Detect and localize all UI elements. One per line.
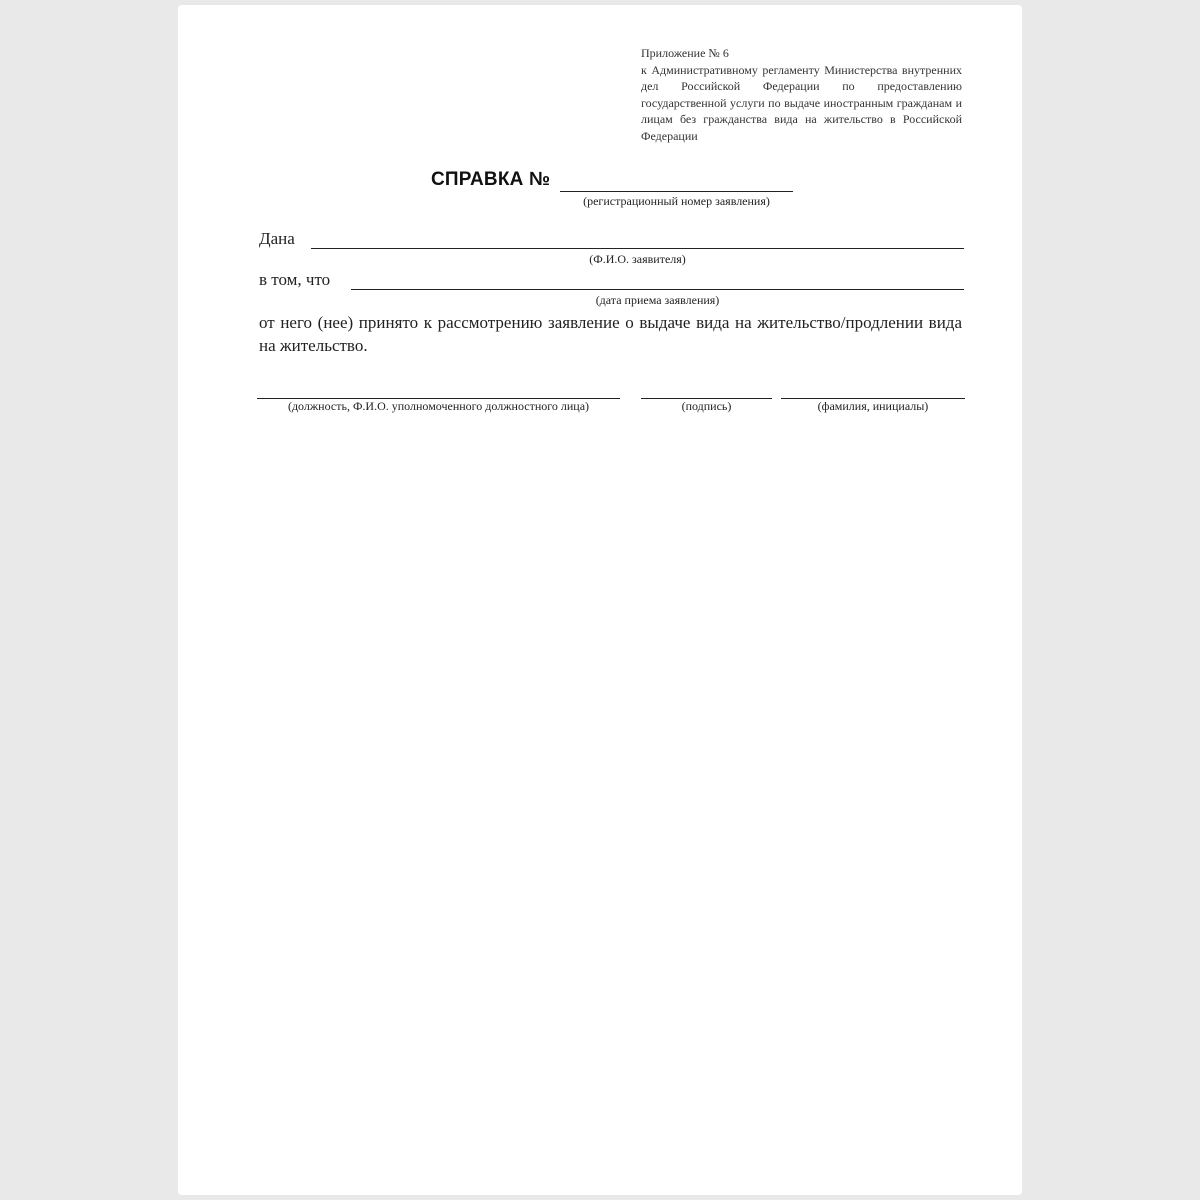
appendix-number: Приложение № 6	[641, 46, 729, 60]
applicant-name-line	[311, 248, 964, 249]
application-date-line	[351, 289, 964, 290]
application-date-caption: (дата приема заявления)	[595, 293, 720, 307]
applicant-name-caption: (Ф.И.О. заявителя)	[589, 252, 686, 266]
reg-number-caption: (регистрационный номер заявления)	[583, 194, 770, 208]
that-label: в том, что	[259, 270, 331, 289]
surname-caption: (фамилия, инициалы)	[817, 399, 929, 413]
reg-number-line	[560, 191, 793, 192]
appendix-text: к Административному регламенту Министерства внутренних дел Российской Федерации по предоставлению государственной услуги по выдаче иностранным гражданам и лицам без гражданства вида на жительство в Российской Федерации	[641, 62, 962, 143]
signature-caption: (подпись)	[681, 399, 732, 413]
official-position-caption: (должность, Ф.И.О. уполномоченного должностного лица)	[287, 399, 590, 413]
document-page	[178, 5, 1022, 1195]
issued-to-label: Дана	[259, 229, 295, 248]
appendix-block	[641, 45, 962, 144]
document-title: СПРАВКА №	[431, 169, 551, 190]
body-paragraph: от него (нее) принято к рассмотрению заявление о выдаче вида на жительство/продлении вида на жительство.	[259, 313, 962, 355]
